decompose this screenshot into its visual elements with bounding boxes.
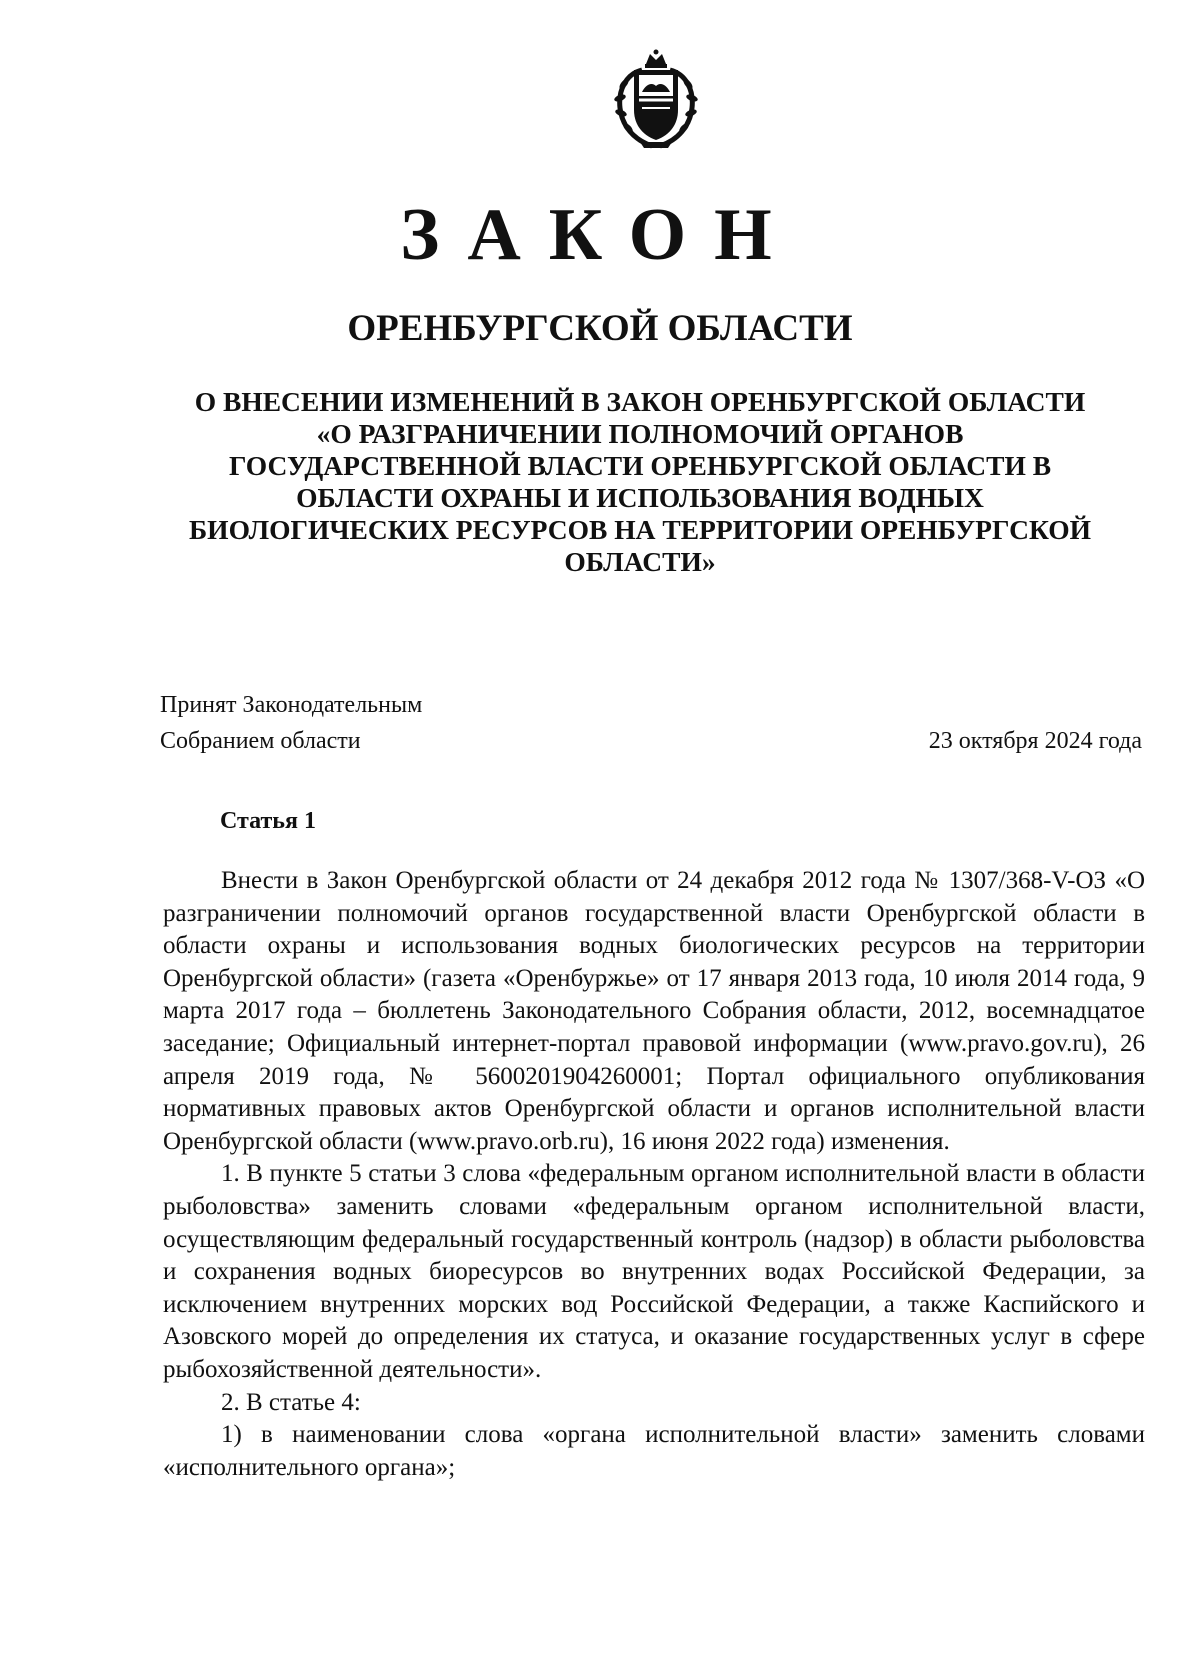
coat-of-arms-icon: [612, 48, 700, 150]
document-region: ОРЕНБУРГСКОЙ ОБЛАСТИ: [347, 308, 853, 349]
article-paragraph: Внести в Закон Оренбургской области от 24 декабря 2012 года № 1307/368-V-ОЗ «О разграничении полномочий органов государственной власти Оренбургской области в области охраны и использования водных биологических ресурсов на территории Оренбургской области» (газета «Оренбуржье» от 17 января 2013 года, 10 июля 2014 года, 9 марта 2017 года – бюллетень Законодательного Собрания области, 2012, восемнадцатое заседание; Официальный интернет-портал правовой информации (www.pravo.gov.ru), 26 апреля 2019 года, № 5600201904260001; Портал официального опубликования нормативных правовых актов Оренбургской области и органов исполнительной власти Оренбургской области (www.pravo.orb.ru), 16 июня 2022 года) изменения.: [163, 867, 1145, 1155]
article-paragraph: 2. В статье 4:: [221, 1388, 361, 1416]
article-paragraph: 1. В пункте 5 статьи 3 слова «федеральным органом исполнительной власти в области рыболовства» заменить словами «федеральным органом исполнительной власти, осуществляющим федеральный государственный контроль (надзор) в области рыболовства и сохранения водных биоресурсов во внутренних водах Российской Федерации, за исключением внутренних морских вод Российской Федерации, а также Каспийского и Азовского морей до определения их статуса, и оказание государственных услуг в сфере рыбохозяйственной деятельности».: [163, 1160, 1145, 1383]
article-title: Статья 1: [220, 808, 316, 834]
adoption-date: 23 октября 2024 года: [928, 728, 1142, 754]
article-body: [163, 865, 1145, 1484]
adoption-line-2: Собранием области: [160, 728, 361, 754]
adoption-block: [160, 687, 422, 759]
document-subject: О ВНЕСЕНИИ ИЗМЕНЕНИЙ В ЗАКОН ОРЕНБУРГСКОЙ ОБЛАСТИ «О РАЗГРАНИЧЕНИИ ПОЛНОМОЧИЙ ОРГАНОВ ГОСУДАРСТВЕННОЙ ВЛАСТИ ОРЕНБУРГСКОЙ ОБЛАСТИ В ОБЛАСТИ ОХРАНЫ И ИСПОЛЬЗОВАНИЯ ВОДНЫХ БИОЛОГИЧЕСКИХ РЕСУРСОВ НА ТЕРРИТОРИИ ОРЕНБУРГСКОЙ ОБЛАСТИ»: [189, 386, 1091, 577]
document-title: ЗАКОН: [400, 194, 800, 276]
adoption-line-1: Принят Законодательным: [160, 692, 423, 718]
article-paragraph: 1) в наименовании слова «органа исполнительной власти» заменить словами «исполнительного органа»;: [163, 1421, 1145, 1481]
